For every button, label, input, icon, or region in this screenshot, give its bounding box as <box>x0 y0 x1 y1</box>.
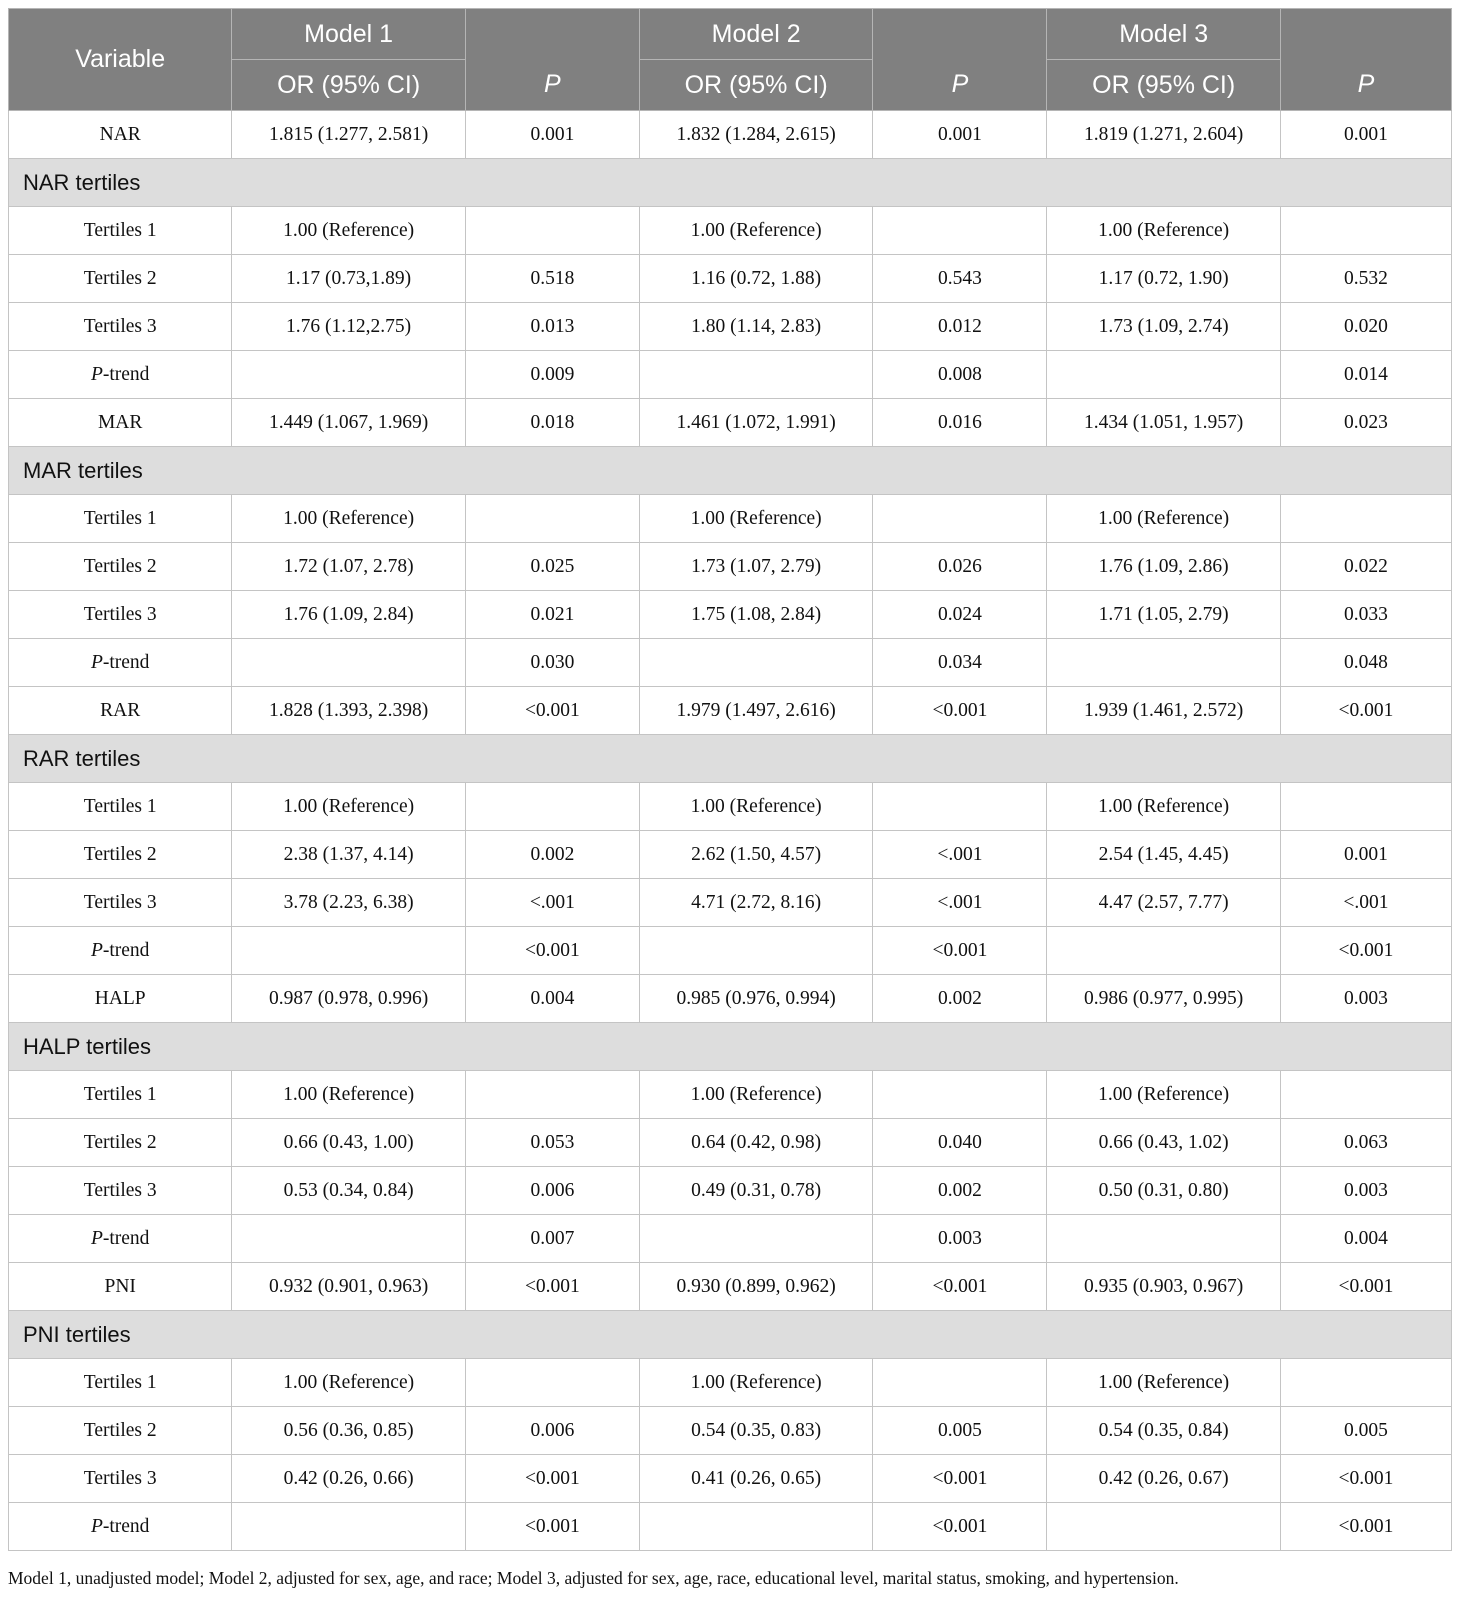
row-label-italic: P <box>90 651 103 673</box>
row-label-italic: P <box>90 363 103 385</box>
row-label: Tertiles 1 <box>9 207 232 255</box>
or-ci-cell: 1.71 (1.05, 2.79) <box>1047 591 1280 639</box>
or-ci-cell: 1.00 (Reference) <box>639 783 872 831</box>
p-value-cell: 0.518 <box>465 255 639 303</box>
or-ci-cell: 1.00 (Reference) <box>232 495 465 543</box>
row-label: MAR <box>9 399 232 447</box>
or-ci-cell: 3.78 (2.23, 6.38) <box>232 879 465 927</box>
or-ci-cell: 0.986 (0.977, 0.995) <box>1047 975 1280 1023</box>
p-value-cell: 0.005 <box>873 1407 1047 1455</box>
or-ci-cell: 1.00 (Reference) <box>232 1071 465 1119</box>
row-label: Tertiles 2 <box>9 1407 232 1455</box>
row-label: Tertiles 2 <box>9 1119 232 1167</box>
header-blank-2 <box>873 9 1047 60</box>
or-ci-cell: 0.54 (0.35, 0.83) <box>639 1407 872 1455</box>
p-value-cell: 0.033 <box>1280 591 1451 639</box>
p-value-cell: <.001 <box>873 831 1047 879</box>
p-trend-row <box>9 1215 1452 1263</box>
or-ci-cell: 1.00 (Reference) <box>1047 495 1280 543</box>
row-label-suffix: -trend <box>102 939 150 961</box>
or-ci-cell: 1.17 (0.73,1.89) <box>232 255 465 303</box>
header-or-2: OR (95% CI) <box>639 60 872 111</box>
section-label: MAR tertiles <box>9 447 1452 495</box>
or-ci-cell: 0.49 (0.31, 0.78) <box>639 1167 872 1215</box>
table-row <box>9 975 1452 1023</box>
header-blank-3 <box>1280 9 1451 60</box>
p-value-cell: <0.001 <box>465 1503 639 1551</box>
p-value-cell: <0.001 <box>465 687 639 735</box>
or-ci-cell: 1.00 (Reference) <box>639 1359 872 1407</box>
p-value-cell: 0.003 <box>1280 1167 1451 1215</box>
table-row <box>9 1071 1452 1119</box>
p-value-cell: 0.003 <box>873 1215 1047 1263</box>
or-ci-cell: 1.80 (1.14, 2.83) <box>639 303 872 351</box>
table-footnote: Model 1, unadjusted model; Model 2, adjusted for sex, age, and race; Model 3, adjusted for sex, age, race, educational level, marital status, smoking, and hypertension. <box>8 1568 1179 1588</box>
p-value-cell: <0.001 <box>1280 1263 1451 1311</box>
p-value-cell: 0.021 <box>465 591 639 639</box>
row-label: HALP <box>9 975 232 1023</box>
p-value-cell <box>465 1359 639 1407</box>
p-value-cell: 0.002 <box>873 1167 1047 1215</box>
p-trend-row <box>9 1503 1452 1551</box>
or-ci-cell <box>232 639 465 687</box>
section-row <box>9 447 1452 495</box>
p-value-cell: 0.030 <box>465 639 639 687</box>
p-value-cell: 0.016 <box>873 399 1047 447</box>
table-row <box>9 495 1452 543</box>
p-value-cell: 0.004 <box>465 975 639 1023</box>
p-value-cell <box>1280 207 1451 255</box>
p-value-cell <box>1280 495 1451 543</box>
p-value-cell: 0.008 <box>873 351 1047 399</box>
or-ci-cell: 4.47 (2.57, 7.77) <box>1047 879 1280 927</box>
section-label: RAR tertiles <box>9 735 1452 783</box>
or-ci-cell: 1.76 (1.12,2.75) <box>232 303 465 351</box>
p-value-cell: <0.001 <box>1280 1455 1451 1503</box>
or-ci-cell: 1.00 (Reference) <box>1047 783 1280 831</box>
or-ci-cell: 0.987 (0.978, 0.996) <box>232 975 465 1023</box>
or-ci-cell: 1.76 (1.09, 2.86) <box>1047 543 1280 591</box>
row-label: NAR <box>9 111 232 159</box>
or-ci-cell: 1.00 (Reference) <box>639 207 872 255</box>
or-ci-cell: 0.932 (0.901, 0.963) <box>232 1263 465 1311</box>
row-label: Tertiles 2 <box>9 543 232 591</box>
row-label-italic: P <box>90 939 103 961</box>
p-value-cell: 0.026 <box>873 543 1047 591</box>
p-value-cell: 0.006 <box>465 1407 639 1455</box>
or-ci-cell: 0.64 (0.42, 0.98) <box>639 1119 872 1167</box>
section-row <box>9 1023 1452 1071</box>
p-value-cell: <0.001 <box>873 1263 1047 1311</box>
or-ci-cell: 1.00 (Reference) <box>232 207 465 255</box>
p-value-cell: 0.001 <box>1280 111 1451 159</box>
row-label <box>9 1503 232 1551</box>
or-ci-cell <box>232 927 465 975</box>
p-value-cell: <0.001 <box>873 927 1047 975</box>
p-value-cell: 0.005 <box>1280 1407 1451 1455</box>
or-ci-cell: 0.930 (0.899, 0.962) <box>639 1263 872 1311</box>
p-value-cell: 0.020 <box>1280 303 1451 351</box>
p-value-cell: <0.001 <box>1280 927 1451 975</box>
odds-ratio-table <box>8 8 1452 1551</box>
row-label: Tertiles 3 <box>9 879 232 927</box>
or-ci-cell: 0.985 (0.976, 0.994) <box>639 975 872 1023</box>
row-label: Tertiles 2 <box>9 255 232 303</box>
or-ci-cell <box>639 639 872 687</box>
or-ci-cell: 1.449 (1.067, 1.969) <box>232 399 465 447</box>
or-ci-cell: 1.461 (1.072, 1.991) <box>639 399 872 447</box>
p-value-cell: <0.001 <box>1280 1503 1451 1551</box>
section-row <box>9 735 1452 783</box>
header-model-1: Model 1 <box>232 9 465 60</box>
results-table-container <box>8 8 1452 1551</box>
p-trend-row <box>9 639 1452 687</box>
or-ci-cell <box>1047 1215 1280 1263</box>
or-ci-cell: 1.76 (1.09, 2.84) <box>232 591 465 639</box>
p-value-cell: 0.001 <box>1280 831 1451 879</box>
or-ci-cell <box>232 351 465 399</box>
p-value-cell: 0.009 <box>465 351 639 399</box>
or-ci-cell <box>232 1215 465 1263</box>
p-value-cell <box>873 783 1047 831</box>
table-row <box>9 399 1452 447</box>
row-label-suffix: -trend <box>102 1227 150 1249</box>
p-value-cell <box>873 207 1047 255</box>
or-ci-cell: 1.17 (0.72, 1.90) <box>1047 255 1280 303</box>
row-label: Tertiles 1 <box>9 495 232 543</box>
p-value-cell: 0.004 <box>1280 1215 1451 1263</box>
row-label <box>9 639 232 687</box>
or-ci-cell: 0.54 (0.35, 0.84) <box>1047 1407 1280 1455</box>
p-value-cell <box>465 495 639 543</box>
row-label: Tertiles 1 <box>9 1071 232 1119</box>
row-label: Tertiles 1 <box>9 783 232 831</box>
or-ci-cell: 0.41 (0.26, 0.65) <box>639 1455 872 1503</box>
p-value-cell: <.001 <box>1280 879 1451 927</box>
p-value-cell: <0.001 <box>873 1455 1047 1503</box>
or-ci-cell: 0.935 (0.903, 0.967) <box>1047 1263 1280 1311</box>
or-ci-cell: 1.73 (1.09, 2.74) <box>1047 303 1280 351</box>
section-label: PNI tertiles <box>9 1311 1452 1359</box>
row-label-italic: P <box>90 1515 103 1537</box>
p-value-cell: 0.006 <box>465 1167 639 1215</box>
section-row <box>9 1311 1452 1359</box>
table-row <box>9 303 1452 351</box>
or-ci-cell: 0.42 (0.26, 0.67) <box>1047 1455 1280 1503</box>
row-label <box>9 927 232 975</box>
row-label: RAR <box>9 687 232 735</box>
table-row <box>9 783 1452 831</box>
p-value-cell: 0.012 <box>873 303 1047 351</box>
row-label: Tertiles 2 <box>9 831 232 879</box>
section-label: HALP tertiles <box>9 1023 1452 1071</box>
or-ci-cell: 1.73 (1.07, 2.79) <box>639 543 872 591</box>
p-value-cell: 0.048 <box>1280 639 1451 687</box>
row-label: Tertiles 3 <box>9 303 232 351</box>
p-trend-row <box>9 927 1452 975</box>
or-ci-cell: 4.71 (2.72, 8.16) <box>639 879 872 927</box>
p-value-cell: 0.002 <box>465 831 639 879</box>
row-label: Tertiles 3 <box>9 1167 232 1215</box>
p-value-cell: <0.001 <box>1280 687 1451 735</box>
table-row <box>9 1407 1452 1455</box>
or-ci-cell: 2.38 (1.37, 4.14) <box>232 831 465 879</box>
or-ci-cell: 1.72 (1.07, 2.78) <box>232 543 465 591</box>
table-row <box>9 1263 1452 1311</box>
header-row-models <box>9 9 1452 60</box>
or-ci-cell: 1.00 (Reference) <box>1047 207 1280 255</box>
header-model-2: Model 2 <box>639 9 872 60</box>
or-ci-cell <box>1047 639 1280 687</box>
row-label: Tertiles 3 <box>9 1455 232 1503</box>
p-value-cell <box>1280 783 1451 831</box>
or-ci-cell <box>232 1503 465 1551</box>
or-ci-cell: 2.62 (1.50, 4.57) <box>639 831 872 879</box>
p-value-cell: 0.013 <box>465 303 639 351</box>
p-value-cell: 0.018 <box>465 399 639 447</box>
p-value-cell: 0.022 <box>1280 543 1451 591</box>
p-value-cell: 0.040 <box>873 1119 1047 1167</box>
or-ci-cell: 0.42 (0.26, 0.66) <box>232 1455 465 1503</box>
or-ci-cell: 0.66 (0.43, 1.00) <box>232 1119 465 1167</box>
row-label-italic: P <box>90 1227 103 1249</box>
row-label-suffix: -trend <box>102 363 150 385</box>
row-label: Tertiles 3 <box>9 591 232 639</box>
p-value-cell: <0.001 <box>465 1455 639 1503</box>
p-value-cell: 0.002 <box>873 975 1047 1023</box>
table-row <box>9 207 1452 255</box>
or-ci-cell: 1.00 (Reference) <box>232 1359 465 1407</box>
table-row <box>9 1167 1452 1215</box>
header-or-3: OR (95% CI) <box>1047 60 1280 111</box>
p-value-cell: 0.001 <box>465 111 639 159</box>
or-ci-cell <box>639 1215 872 1263</box>
or-ci-cell: 1.00 (Reference) <box>639 1071 872 1119</box>
p-value-cell: 0.024 <box>873 591 1047 639</box>
header-blank-1 <box>465 9 639 60</box>
table-row <box>9 879 1452 927</box>
header-p-2: P <box>873 60 1047 111</box>
or-ci-cell: 1.434 (1.051, 1.957) <box>1047 399 1280 447</box>
p-trend-row <box>9 351 1452 399</box>
table-row <box>9 591 1452 639</box>
p-value-cell: <0.001 <box>873 687 1047 735</box>
p-value-cell: <0.001 <box>465 927 639 975</box>
or-ci-cell: 0.56 (0.36, 0.85) <box>232 1407 465 1455</box>
p-value-cell: 0.025 <box>465 543 639 591</box>
p-value-cell: <.001 <box>873 879 1047 927</box>
or-ci-cell: 1.00 (Reference) <box>232 783 465 831</box>
row-label: Tertiles 1 <box>9 1359 232 1407</box>
header-variable: Variable <box>9 9 232 111</box>
header-model-3: Model 3 <box>1047 9 1280 60</box>
p-value-cell: 0.003 <box>1280 975 1451 1023</box>
or-ci-cell <box>1047 927 1280 975</box>
or-ci-cell: 1.828 (1.393, 2.398) <box>232 687 465 735</box>
p-value-cell <box>1280 1071 1451 1119</box>
or-ci-cell: 1.00 (Reference) <box>1047 1071 1280 1119</box>
or-ci-cell <box>639 927 872 975</box>
table-header <box>9 9 1452 111</box>
or-ci-cell: 0.66 (0.43, 1.02) <box>1047 1119 1280 1167</box>
or-ci-cell: 1.979 (1.497, 2.616) <box>639 687 872 735</box>
p-value-cell: <.001 <box>465 879 639 927</box>
section-label: NAR tertiles <box>9 159 1452 207</box>
table-row <box>9 1359 1452 1407</box>
or-ci-cell: 1.75 (1.08, 2.84) <box>639 591 872 639</box>
or-ci-cell <box>639 1503 872 1551</box>
table-row <box>9 255 1452 303</box>
p-value-cell: <0.001 <box>873 1503 1047 1551</box>
or-ci-cell: 1.832 (1.284, 2.615) <box>639 111 872 159</box>
p-value-cell <box>1280 1359 1451 1407</box>
p-value-cell <box>465 207 639 255</box>
or-ci-cell: 0.50 (0.31, 0.80) <box>1047 1167 1280 1215</box>
p-value-cell: 0.053 <box>465 1119 639 1167</box>
table-row <box>9 831 1452 879</box>
table-row <box>9 687 1452 735</box>
or-ci-cell: 1.815 (1.277, 2.581) <box>232 111 465 159</box>
or-ci-cell: 1.00 (Reference) <box>639 495 872 543</box>
p-value-cell <box>873 1359 1047 1407</box>
header-p-3: P <box>1280 60 1451 111</box>
or-ci-cell: 0.53 (0.34, 0.84) <box>232 1167 465 1215</box>
or-ci-cell <box>1047 351 1280 399</box>
p-value-cell: 0.532 <box>1280 255 1451 303</box>
p-value-cell: <0.001 <box>465 1263 639 1311</box>
section-row <box>9 159 1452 207</box>
row-label <box>9 1215 232 1263</box>
or-ci-cell <box>1047 1503 1280 1551</box>
row-label-suffix: -trend <box>102 1515 150 1537</box>
or-ci-cell: 1.00 (Reference) <box>1047 1359 1280 1407</box>
p-value-cell <box>465 1071 639 1119</box>
p-value-cell <box>873 1071 1047 1119</box>
p-value-cell: 0.014 <box>1280 351 1451 399</box>
p-value-cell: 0.034 <box>873 639 1047 687</box>
table-row <box>9 111 1452 159</box>
p-value-cell: 0.023 <box>1280 399 1451 447</box>
row-label-suffix: -trend <box>102 651 150 673</box>
row-label: PNI <box>9 1263 232 1311</box>
p-value-cell: 0.063 <box>1280 1119 1451 1167</box>
or-ci-cell: 2.54 (1.45, 4.45) <box>1047 831 1280 879</box>
p-value-cell: 0.001 <box>873 111 1047 159</box>
p-value-cell <box>873 495 1047 543</box>
table-row <box>9 1119 1452 1167</box>
p-value-cell: 0.543 <box>873 255 1047 303</box>
header-or-1: OR (95% CI) <box>232 60 465 111</box>
or-ci-cell: 1.819 (1.271, 2.604) <box>1047 111 1280 159</box>
or-ci-cell: 1.16 (0.72, 1.88) <box>639 255 872 303</box>
table-body <box>9 111 1452 1551</box>
p-value-cell <box>465 783 639 831</box>
row-label <box>9 351 232 399</box>
table-row <box>9 1455 1452 1503</box>
or-ci-cell: 1.939 (1.461, 2.572) <box>1047 687 1280 735</box>
p-value-cell: 0.007 <box>465 1215 639 1263</box>
header-p-1: P <box>465 60 639 111</box>
or-ci-cell <box>639 351 872 399</box>
table-row <box>9 543 1452 591</box>
